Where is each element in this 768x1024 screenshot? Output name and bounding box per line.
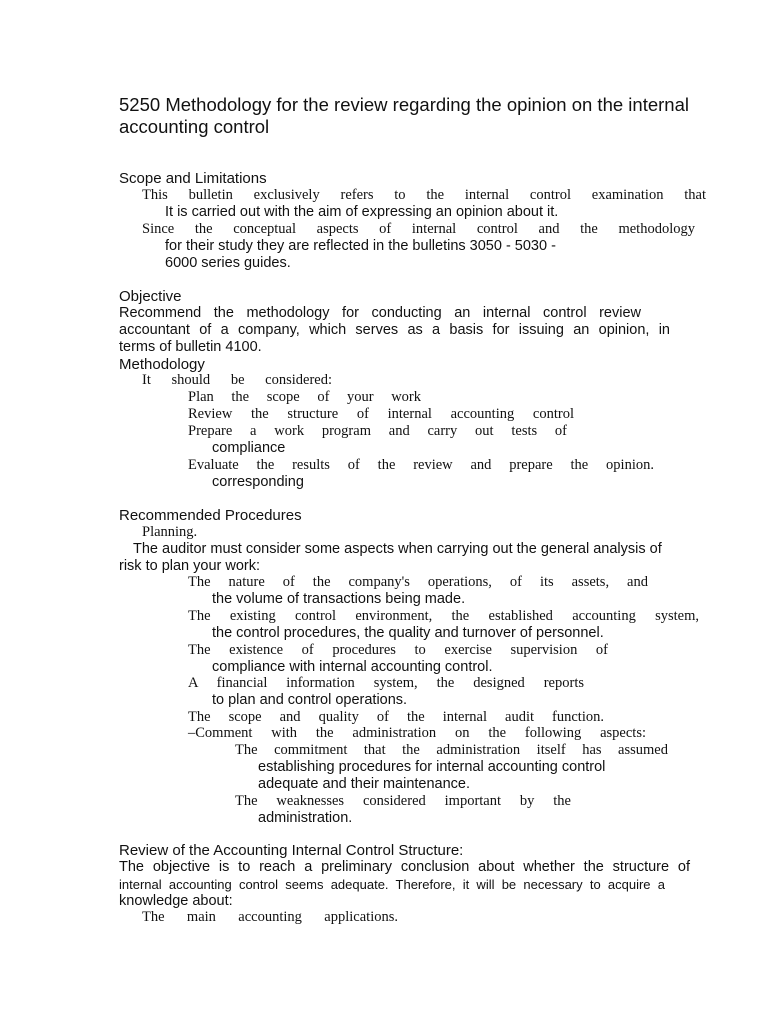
sub-aspect-1b: establishing procedures for internal accounting control (258, 759, 606, 775)
document-title: 5250 Methodology for the review regarding the opinion on the internal accounting control (119, 94, 689, 137)
methodology-item-2: Review the structure of internal accounting control (188, 406, 574, 422)
methodology-item-3a: Prepare a work program and carry out tests of (188, 423, 567, 439)
scope-line-2: It is carried out with the aim of expressing an opinion about it. (165, 204, 559, 220)
aspect-1b: the volume of transactions being made. (212, 591, 466, 607)
methodology-item-4b: corresponding (212, 474, 304, 490)
objective-line-2: accountant of a company, which serves as a basis for issuing an opinion, in (119, 322, 670, 338)
sub-aspect-2a: The weaknesses considered important by the (235, 793, 571, 809)
aspect-1a: The nature of the company's operations, of its assets, and (188, 574, 648, 590)
methodology-item-4a: Evaluate the results of the review and prepare the opinion. (188, 457, 654, 473)
aspect-4b: to plan and control operations. (212, 692, 408, 708)
review-line-3: knowledge about: (119, 893, 233, 909)
aspect-6: –Comment with the administration on the following aspects: (188, 725, 646, 741)
objective-heading: Objective (119, 288, 182, 305)
methodology-intro: It should be considered: (142, 372, 332, 388)
sub-aspect-2b: administration. (258, 810, 353, 826)
scope-line-1: This bulletin exclusively refers to the internal control examination that (142, 187, 706, 203)
review-line-4: The main accounting applications. (142, 909, 398, 925)
aspect-2b: the control procedures, the quality and turnover of personnel. (212, 625, 604, 641)
review-line-2: internal accounting control seems adequate. Therefore, it will be necessary to acquire a (119, 877, 665, 892)
sub-aspect-1c: adequate and their maintenance. (258, 776, 471, 792)
scope-line-3: Since the conceptual aspects of internal control and the methodology (142, 221, 695, 237)
scope-line-4: for their study they are reflected in the bulletins 3050 - 5030 - (165, 238, 556, 254)
scope-line-5: 6000 series guides. (165, 255, 291, 271)
procedures-heading: Recommended Procedures (119, 507, 302, 524)
methodology-item-3b: compliance (212, 440, 286, 456)
methodology-heading: Methodology (119, 356, 205, 373)
review-heading: Review of the Accounting Internal Control Structure: (119, 842, 464, 859)
aspect-5: The scope and quality of the internal audit function. (188, 709, 604, 725)
procedures-para-1: The auditor must consider some aspects when carrying out the general analysis of (133, 541, 662, 557)
scope-heading: Scope and Limitations (119, 170, 267, 187)
objective-line-1: Recommend the methodology for conducting an internal control review (119, 305, 641, 321)
review-line-1: The objective is to reach a preliminary conclusion about whether the structure of (119, 859, 690, 875)
aspect-3b: compliance with internal accounting control. (212, 659, 493, 675)
aspect-3a: The existence of procedures to exercise supervision of (188, 642, 608, 658)
methodology-item-1: Plan the scope of your work (188, 389, 421, 405)
procedures-para-2: risk to plan your work: (119, 558, 261, 574)
aspect-4a: A financial information system, the designed reports (188, 675, 584, 691)
objective-line-3: terms of bulletin 4100. (119, 339, 262, 355)
aspect-2a: The existing control environment, the established accounting system, (188, 608, 699, 624)
procedures-planning: Planning. (142, 524, 198, 540)
sub-aspect-1a: The commitment that the administration itself has assumed (235, 742, 668, 758)
